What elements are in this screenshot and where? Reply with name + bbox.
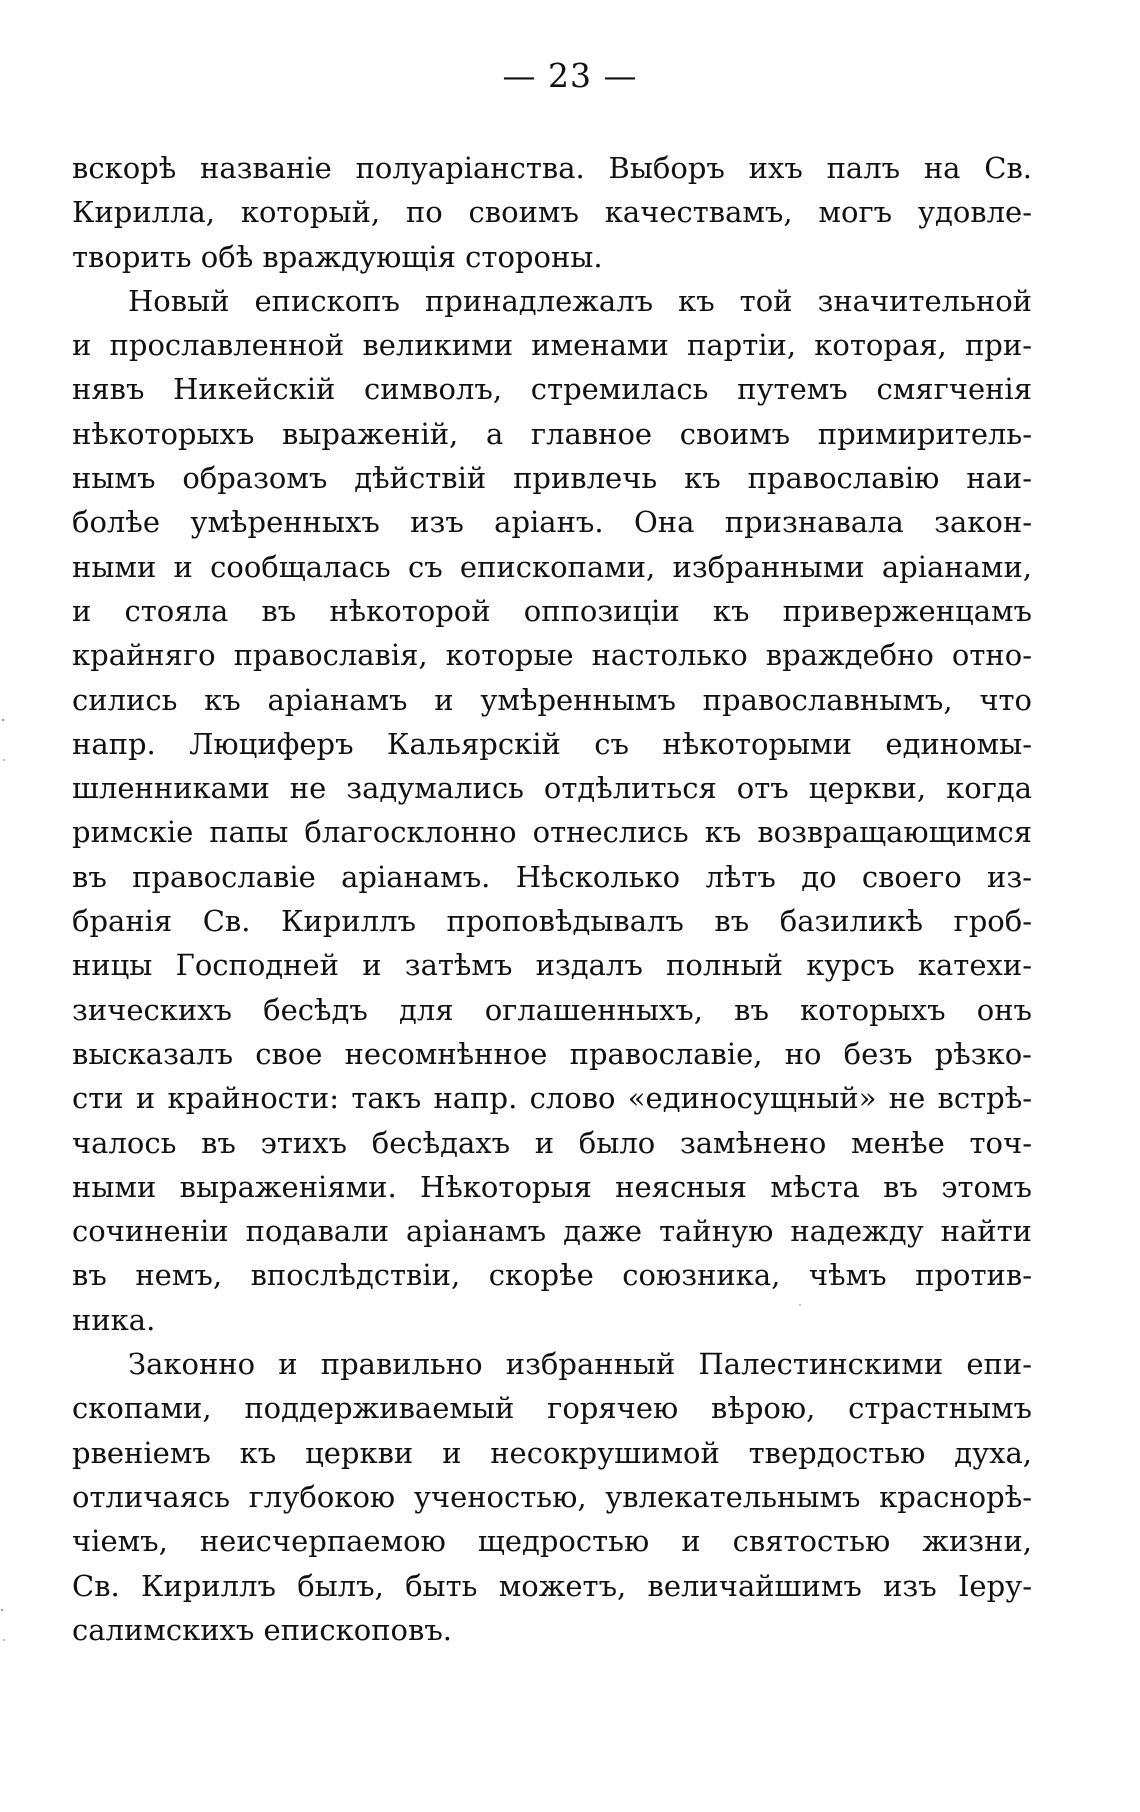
text-line: отличаясь глубокою ученостью, увлекательнымъ краснорѣ- [72, 1479, 1032, 1514]
text-line: зическихъ бесѣдъ для оглашенныхъ, въ которыхъ онъ [72, 992, 1032, 1027]
text-line: ницы Господней и затѣмъ издалъ полный курсъ катехи- [72, 948, 1032, 983]
text-line: сились къ аріанамъ и умѣреннымъ православнымъ, что [72, 682, 1032, 717]
text-line: Новый епископъ принадлежалъ къ той значительной [128, 283, 1032, 318]
text-line: въ немъ, впослѣдствіи, скорѣе союзника, чѣмъ против- [72, 1258, 1032, 1293]
text-line: крайняго православія, которые настолько враждебно отно- [72, 638, 1032, 673]
text-line: въ православіе аріанамъ. Нѣсколько лѣтъ до своего из- [72, 859, 1032, 894]
text-line: Св. Кириллъ былъ, быть можетъ, величайшимъ изъ Іеру- [72, 1568, 1032, 1603]
text-line: ника. [72, 1302, 156, 1337]
text-line: творить обѣ враждующія стороны. [72, 239, 603, 274]
text-line: и стояла въ нѣкоторой оппозиціи къ приверженцамъ [72, 593, 1032, 628]
text-line: вскорѣ названіе полуаріанства. Выборъ ихъ палъ на Св. [72, 151, 1032, 185]
text-line: ными и сообщалась съ епископами, избранными аріанами, [72, 549, 1032, 584]
text-line: римскіе папы благосклонно отнеслись къ возвращающимся [72, 815, 1032, 850]
text-line: высказалъ свое несомнѣнное православіе, но безъ рѣзко- [72, 1036, 1032, 1071]
text-line: Законно и правильно избранный Палестинскими епи- [128, 1347, 1032, 1382]
text-line: шленниками не задумались отдѣлиться отъ церкви, когда [72, 771, 1032, 806]
text-line: сти и крайности: такъ напр. слово «единосущный» не встрѣ- [72, 1081, 1032, 1116]
text-line: и прославленной великими именами партіи, которая, при- [72, 328, 1032, 363]
text-line: Кирилла, который, по своимъ качествамъ, могъ удовле- [72, 195, 1032, 230]
text-line: скопами, поддерживаемый горячею вѣрою, страстнымъ [72, 1391, 1032, 1426]
text-line: нымъ образомъ дѣйствій привлечь къ православію наи- [72, 461, 1032, 496]
text-line: чалось въ этихъ бесѣдахъ и было замѣнено менѣе точ- [72, 1125, 1032, 1160]
text-line: нявъ Никейскій символъ, стремилась путемъ смягченія [72, 372, 1032, 407]
text-line: напр. Люциферъ Кальярскій съ нѣкоторыми единомы- [72, 726, 1032, 761]
page-number: — 23 — [502, 56, 638, 95]
body-text [72, 146, 1032, 1652]
text-line: чіемъ, неисчерпаемою щедростью и святостью жизни, [72, 1524, 1032, 1559]
text-line: болѣе умѣренныхъ изъ аріанъ. Она признавала закон- [72, 505, 1032, 540]
text-line: ными выраженіями. Нѣкоторыя неясныя мѣста въ этомъ [72, 1169, 1032, 1204]
text-line: сочиненіи подавали аріанамъ даже тайную надежду найти [72, 1214, 1032, 1249]
text-line: рвеніемъ къ церкви и несокрушимой твердостью духа, [72, 1435, 1032, 1470]
text-line: нѣкоторыхъ выраженій, а главное своимъ примиритель- [72, 416, 1032, 451]
text-line: бранія Св. Кириллъ проповѣдывалъ въ базиликѣ гроб- [72, 904, 1032, 939]
text-line: салимскихъ епископовъ. [72, 1612, 452, 1647]
